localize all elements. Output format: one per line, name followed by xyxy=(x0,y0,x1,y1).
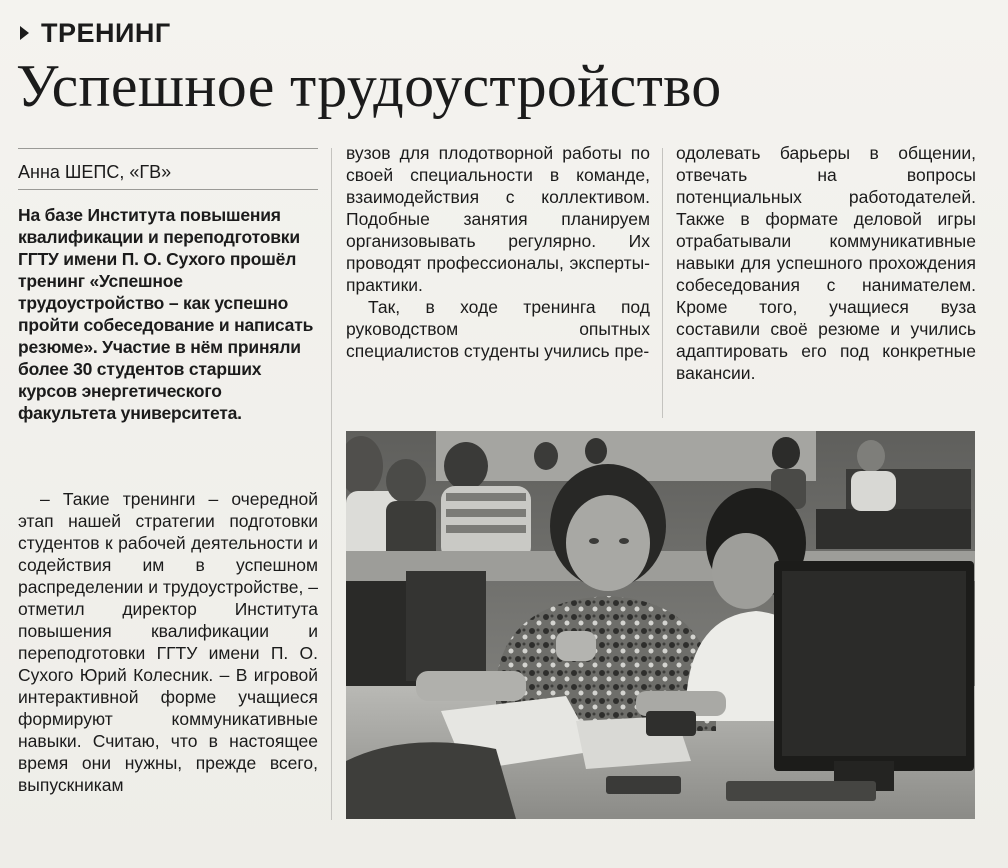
byline: Анна ШЕПС, «ГВ» xyxy=(18,162,172,182)
rubric-label: ТРЕНИНГ xyxy=(41,17,171,48)
triangle-right-icon xyxy=(20,26,29,40)
lead-paragraph: На базе Института повышения квалификации и переподготовки ГГТУ имени П. О. Сухого прошёл тренинг «Успешное трудоустройство – как успешно пройти собеседование и написать резюме». Участие в нём приняли более 30 студентов старших курсов энергетического факультета университета. xyxy=(18,205,314,423)
body-column-right: одолевать барьеры в общении, отвечать на вопросы потенциальных работодателей. Также в формате деловой игры отрабатывали коммуникативные навыки для успешного прохождения собеседования с нанимателем. Кроме того, учащиеся вуза составили своё резюме и учились адаптировать его под конкретные вакансии. xyxy=(676,143,976,383)
body-paragraph: Так, в ходе тренинга под руководством опытных специалистов студенты учились пре- xyxy=(346,297,650,361)
byline-rule-bottom xyxy=(18,189,318,190)
byline-rule-top xyxy=(18,148,318,149)
rubric xyxy=(20,18,171,48)
body-paragraph: вузов для плодотворной работы по своей специальности в команде, взаимодействия с коллективом. Подобные занятия планируем организовывать регулярно. Их проводят профессионалы, эксперты-практики. xyxy=(346,143,650,295)
headline: Успешное трудоустройство xyxy=(16,53,722,119)
training-session-photo xyxy=(346,431,975,819)
column-divider-right xyxy=(662,148,663,418)
body-column-middle xyxy=(346,142,650,362)
column-divider-left xyxy=(331,148,332,820)
body-column-left: – Такие тренинги – очередной этап нашей стратегии подготовки студентов к рабочей деятельности и содействия им в успешном распределении и трудоустройстве, – отметил директор Института повышения квалификации и переподготовки ГГТУ имени П. О. Сухого Юрий Колесник. – В игровой интерактивной форме учащиеся формируют коммуникативные навыки. Считаю, что в настоящее время они нужны, прежде всего, выпускникам xyxy=(18,489,318,795)
